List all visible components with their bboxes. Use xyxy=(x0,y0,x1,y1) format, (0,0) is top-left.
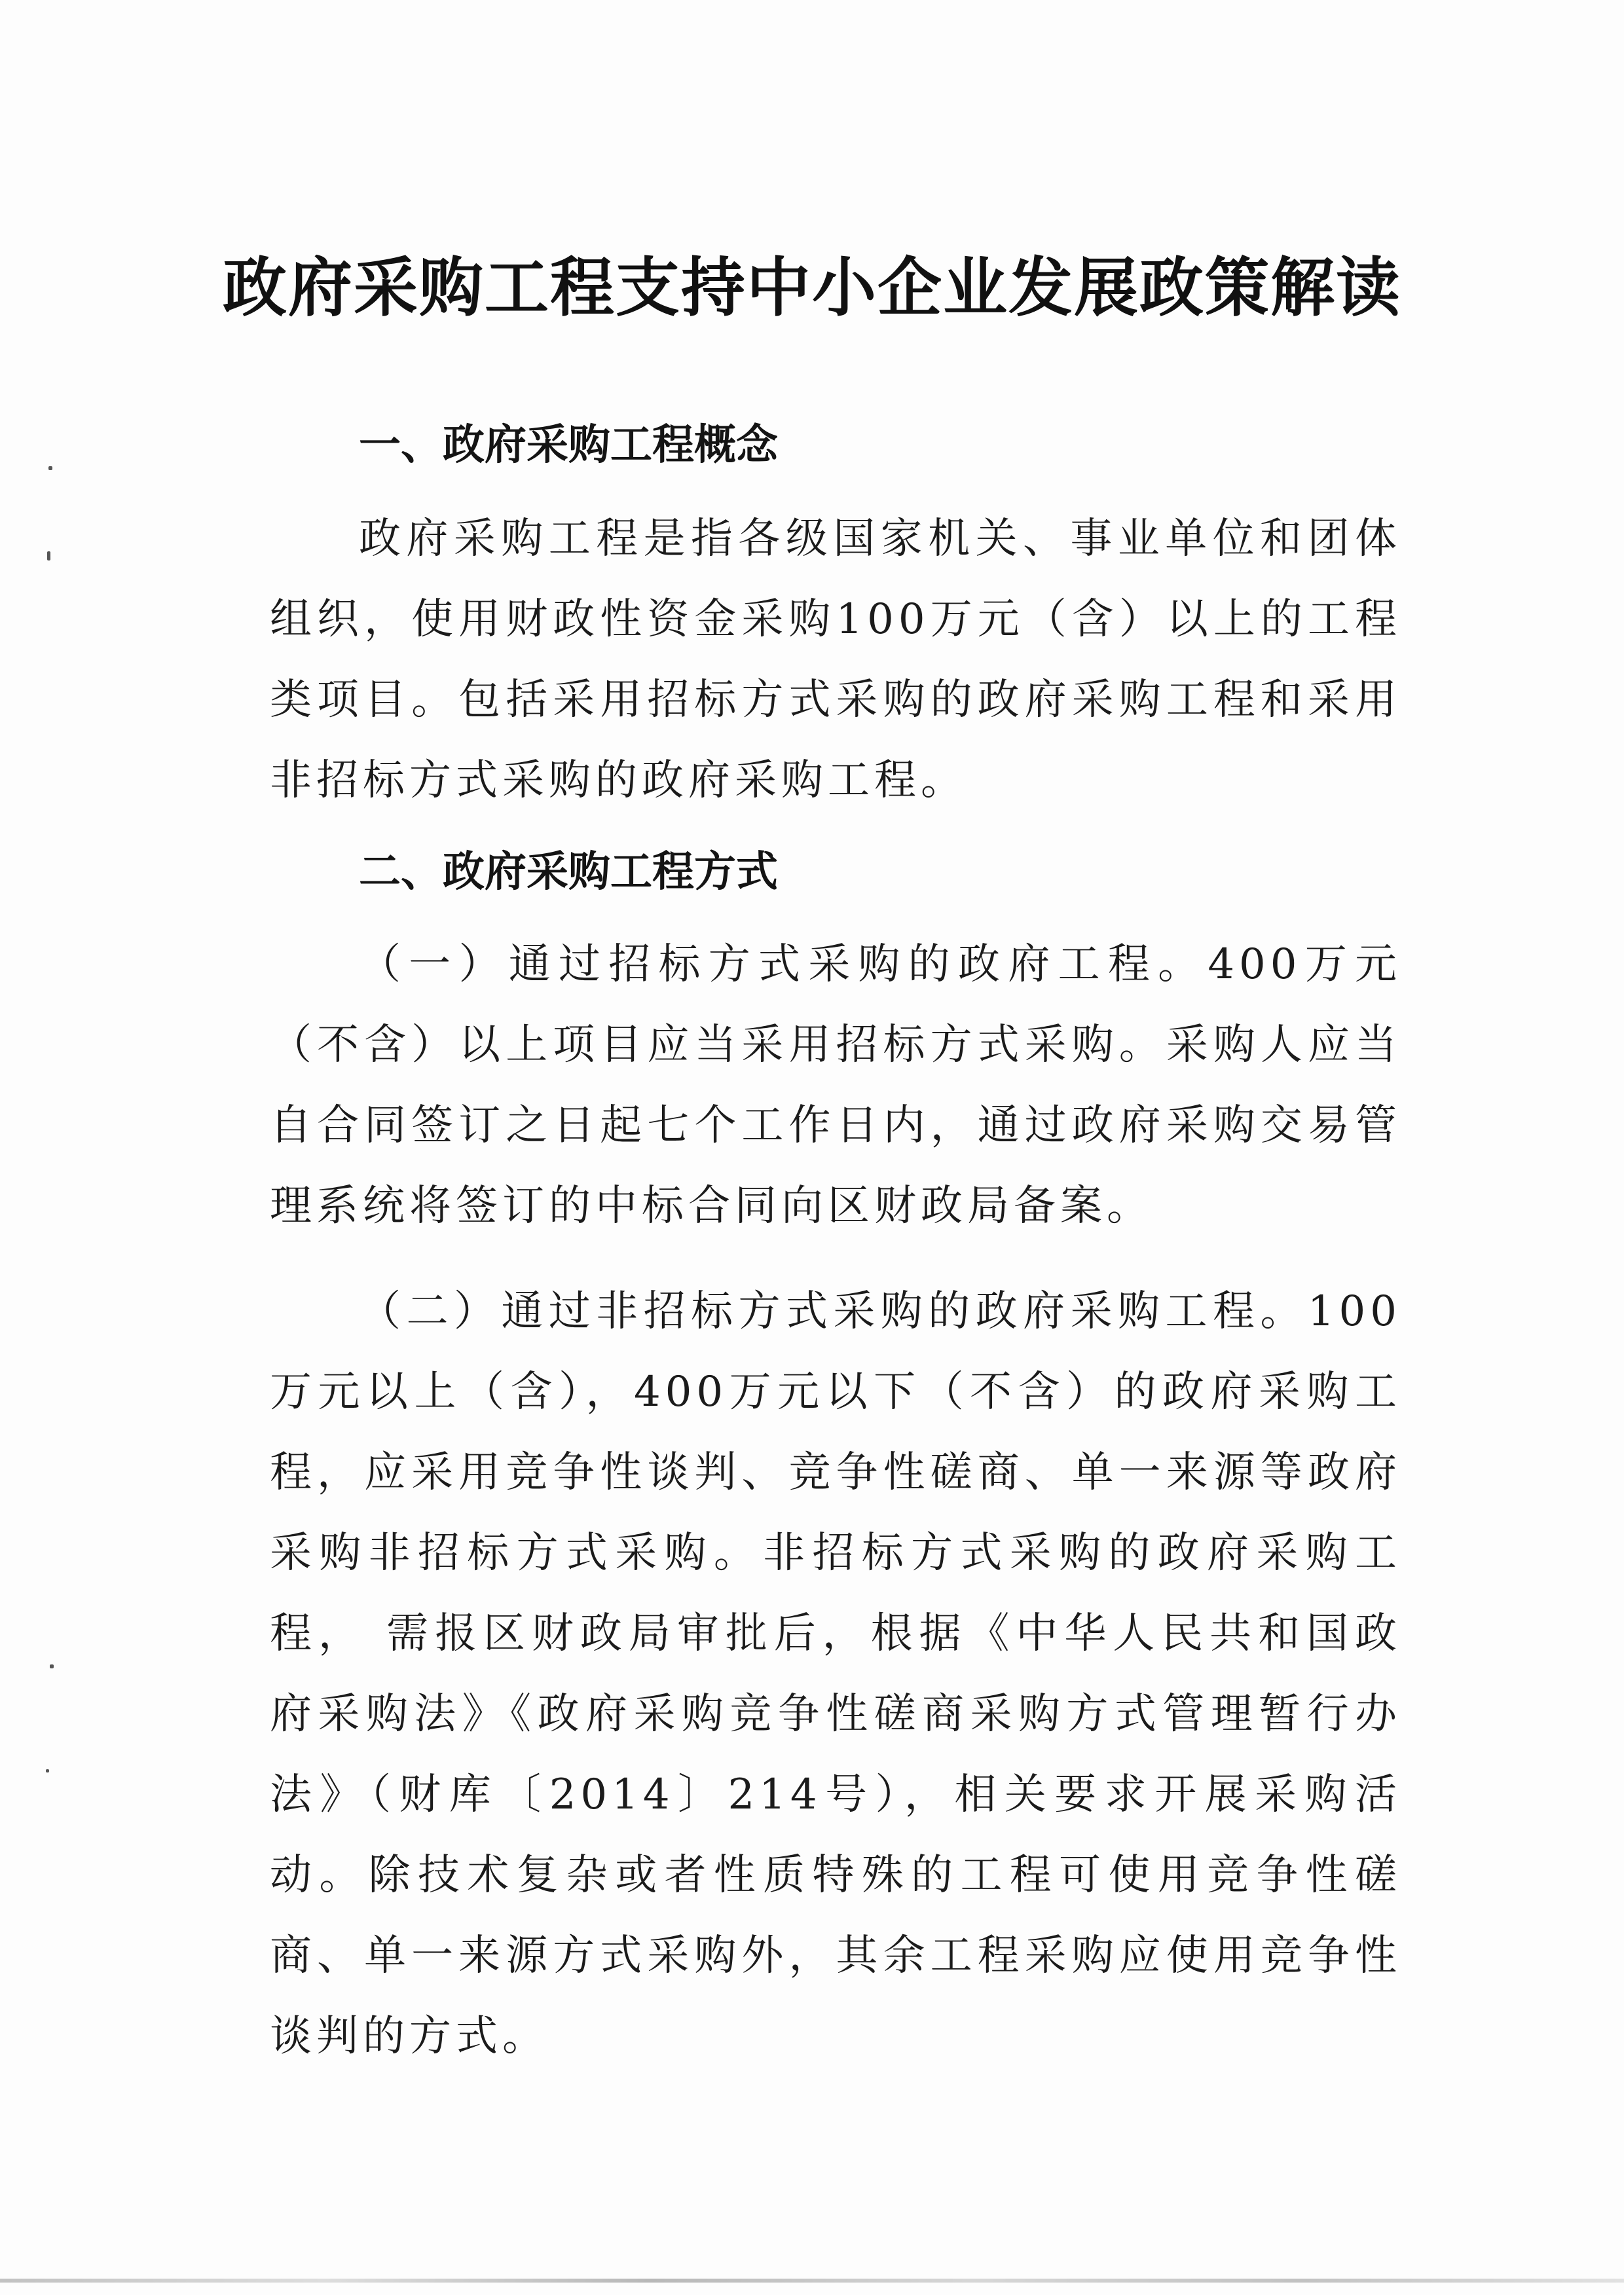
section-heading-concept: 一、政府采购工程概念 xyxy=(359,421,778,469)
section-heading-methods: 二、政府采购工程方式 xyxy=(359,848,778,896)
paragraph-concept: 政府采购工程是指各级国家机关、事业单位和团体组织，使用财政性资金采购100万元（含）以上的工程类项目。包括采用招标方式采购的政府采购工程和采用非招标方式采购的政府采购工程。 xyxy=(270,515,1401,805)
scan-speck xyxy=(48,466,52,470)
paragraph-tender-method: （一）通过招标方式采购的政府工程。400万元（不含）以上项目应当采用招标方式采购。采购人应当自合同签订之日起七个工作日内，通过政府采购交易管理系统将签订的中标合同向区财政局备案。 xyxy=(270,940,1401,1230)
scan-speck xyxy=(46,1769,49,1772)
scan-bottom-edge xyxy=(0,2279,1624,2283)
scan-speck xyxy=(50,1664,54,1668)
document-title: 政府采购工程支持中小企业发展政策解读 xyxy=(222,251,1401,325)
scan-speck xyxy=(47,551,50,560)
paragraph-non-tender-method: （二）通过非招标方式采购的政府采购工程。100万元以上（含），400万元以下（不含）的政府采购工程，应采用竞争性谈判、竞争性磋商、单一来源等政府采购非招标方式采购。非招标方式采购的政府采购工程， 需报区财政局审批后，根据《中华人民共和国政府采购法》《政府采购竞争性磋商采购方式管理暂行办法》（财库〔2014〕214号），相关要求开展采购活动。除技术复杂或者性质特殊的工程可使用竞争性磋商、单一来源方式采购外，其余工程采购应使用竞争性谈判的方式。 xyxy=(270,1287,1401,2061)
